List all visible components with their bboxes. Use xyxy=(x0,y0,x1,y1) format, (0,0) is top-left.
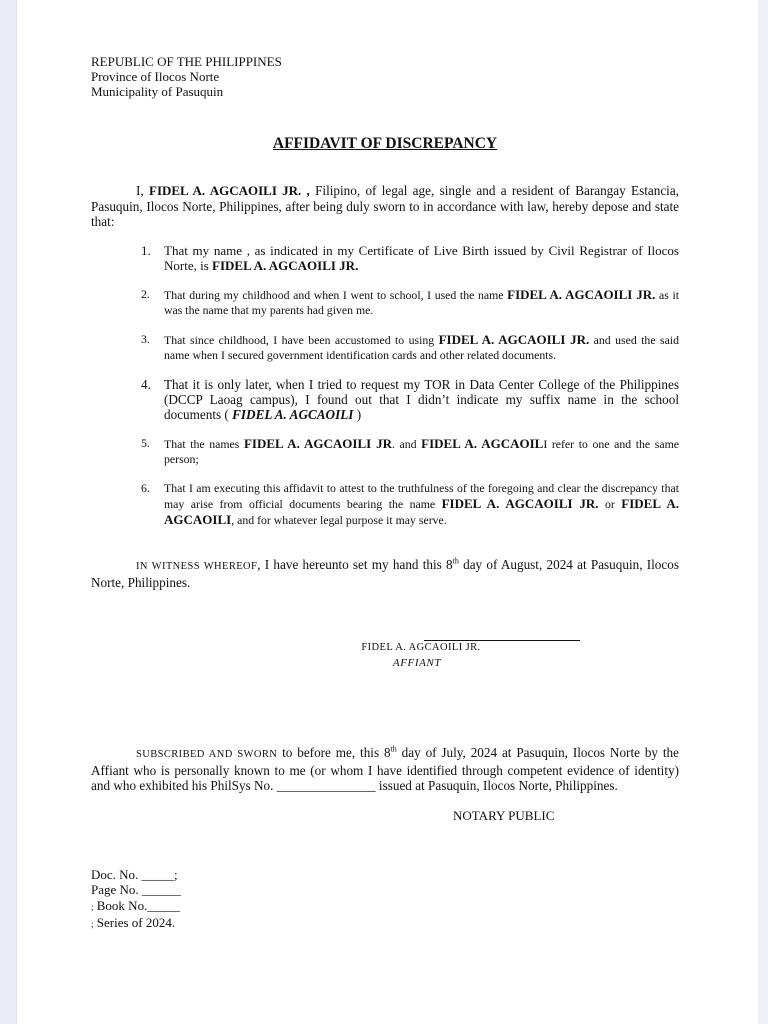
item-bold-name: FIDEL A. AGCAOIL xyxy=(421,436,544,451)
item-bold-name: FIDEL A. AGCAOILI JR. xyxy=(212,258,359,273)
intro-text: Filipino, of legal age, single and a resident of Barangay Estancia, Pasuquin, Ilocos Norte, Philippines, after being duly sworn to in accordance with law, hereby depose and state that: xyxy=(91,183,679,230)
witness-lead: IN WITNESS WHEREOF xyxy=(136,561,258,572)
right-margin-strip xyxy=(758,0,768,1024)
item-text: That I am executing this affidavit to attest to the truthfulness of the foregoing and clear the discrepancy that may arise from official documents bearing the name xyxy=(164,481,679,511)
item-number: 6. xyxy=(141,481,150,495)
item-number: 2. xyxy=(141,287,150,301)
document-title: AFFIDAVIT OF DISCREPANCY xyxy=(272,135,498,152)
item-number: 5. xyxy=(141,436,150,450)
affiant-label: AFFIANT xyxy=(392,657,442,669)
list-item-4 xyxy=(91,377,679,422)
witness-text: , I have hereunto set my hand this 8 xyxy=(257,557,453,572)
item-number: 3. xyxy=(141,332,150,346)
document-page xyxy=(91,0,679,1024)
list-item-2 xyxy=(91,287,679,318)
item-text: That the names xyxy=(164,437,244,451)
book-text: Book No._____ xyxy=(93,897,180,913)
header-municipality: Municipality of Pasuquin xyxy=(91,84,224,99)
item-text: That it is only later, when I tried to request my TOR in Data Center College of the Philippines (DCCP Laoag campus), I found out that I didn’t indicate my suffix name in the school documents ( xyxy=(164,377,679,422)
item-text: and used the said name when I secured government identification cards and other related documents. xyxy=(164,333,679,362)
header-republic: REPUBLIC OF THE PHILIPPINES xyxy=(91,54,282,69)
sworn-ordinal: th xyxy=(390,744,397,754)
left-margin-strip xyxy=(0,0,17,1024)
list-item-5 xyxy=(91,436,679,467)
list-item-6 xyxy=(91,481,679,528)
intro-name: FIDEL A. AGCAOILI JR. , xyxy=(149,183,310,198)
page-number: Page No. ______ xyxy=(91,882,181,898)
item-bold-italic-name: FIDEL A. AGCAOILI xyxy=(232,407,354,422)
header-province: Province of Ilocos Norte xyxy=(91,69,220,84)
document-header xyxy=(91,54,282,99)
item-bold-name: FIDEL A. AGCAOILI JR. xyxy=(438,332,590,347)
list-item-1 xyxy=(91,243,679,273)
item-bold-name: FIDEL A. AGCAOILI JR. xyxy=(507,287,656,302)
doc-number: Doc. No. _____; xyxy=(91,867,178,882)
notary-public-label: NOTARY PUBLIC xyxy=(453,808,555,823)
item-bold-name: FIDEL A. AGCAOILI JR xyxy=(243,436,392,451)
book-prefix: ; xyxy=(91,901,94,912)
item-bold-name: FIDEL A. AGCAOILI JR. xyxy=(441,496,599,511)
witness-paragraph xyxy=(91,557,679,590)
affiant-name: FIDEL A. AGCAOILI JR. xyxy=(361,642,481,653)
item-text: or xyxy=(598,497,622,511)
statement-list xyxy=(91,243,679,528)
series-text: Series of 2024. xyxy=(93,914,176,930)
intro-prefix: I, xyxy=(136,183,149,198)
sworn-text-end: day of July, 2024 at Pasuquin, Ilocos Norte by the Affiant who is personally known to me (or whom I have identified through competent evidence of identity) and who exhibited his PhilSys No. _______________ issued at Pasuquin, Ilocos Norte, Philippines. xyxy=(91,745,679,794)
item-number: 4. xyxy=(141,377,151,392)
intro-paragraph xyxy=(91,183,679,230)
item-text: , and for whatever legal purpose it may serve. xyxy=(231,513,447,527)
list-item-3 xyxy=(91,332,679,363)
item-text: . and xyxy=(391,437,422,451)
item-text: as it was the name that my parents had given me. xyxy=(164,288,680,317)
item-text: That since childhood, I have been accustomed to using xyxy=(164,333,439,347)
witness-ordinal: th xyxy=(452,556,459,566)
item-text: That my name , as indicated in my Certificate of Live Birth issued by Civil Registrar of Ilocos Norte, is xyxy=(164,243,679,273)
item-number: 1. xyxy=(141,243,151,258)
witness-text-end: day of August, 2024 at Pasuquin, Ilocos Norte, Philippines. xyxy=(91,557,679,590)
sworn-text: to before me, this 8 xyxy=(277,745,391,760)
item-text: ) xyxy=(353,407,362,422)
item-text: I refer to one and the same person; xyxy=(164,437,679,466)
sworn-lead: SUBSCRIBED AND SWORN xyxy=(136,749,278,760)
item-bold-name: FIDEL A. AGCAOILI xyxy=(164,496,679,527)
signature-line xyxy=(424,640,580,641)
series-prefix: ; xyxy=(91,918,94,929)
item-text: That during my childhood and when I went to school, I used the name xyxy=(164,288,508,302)
